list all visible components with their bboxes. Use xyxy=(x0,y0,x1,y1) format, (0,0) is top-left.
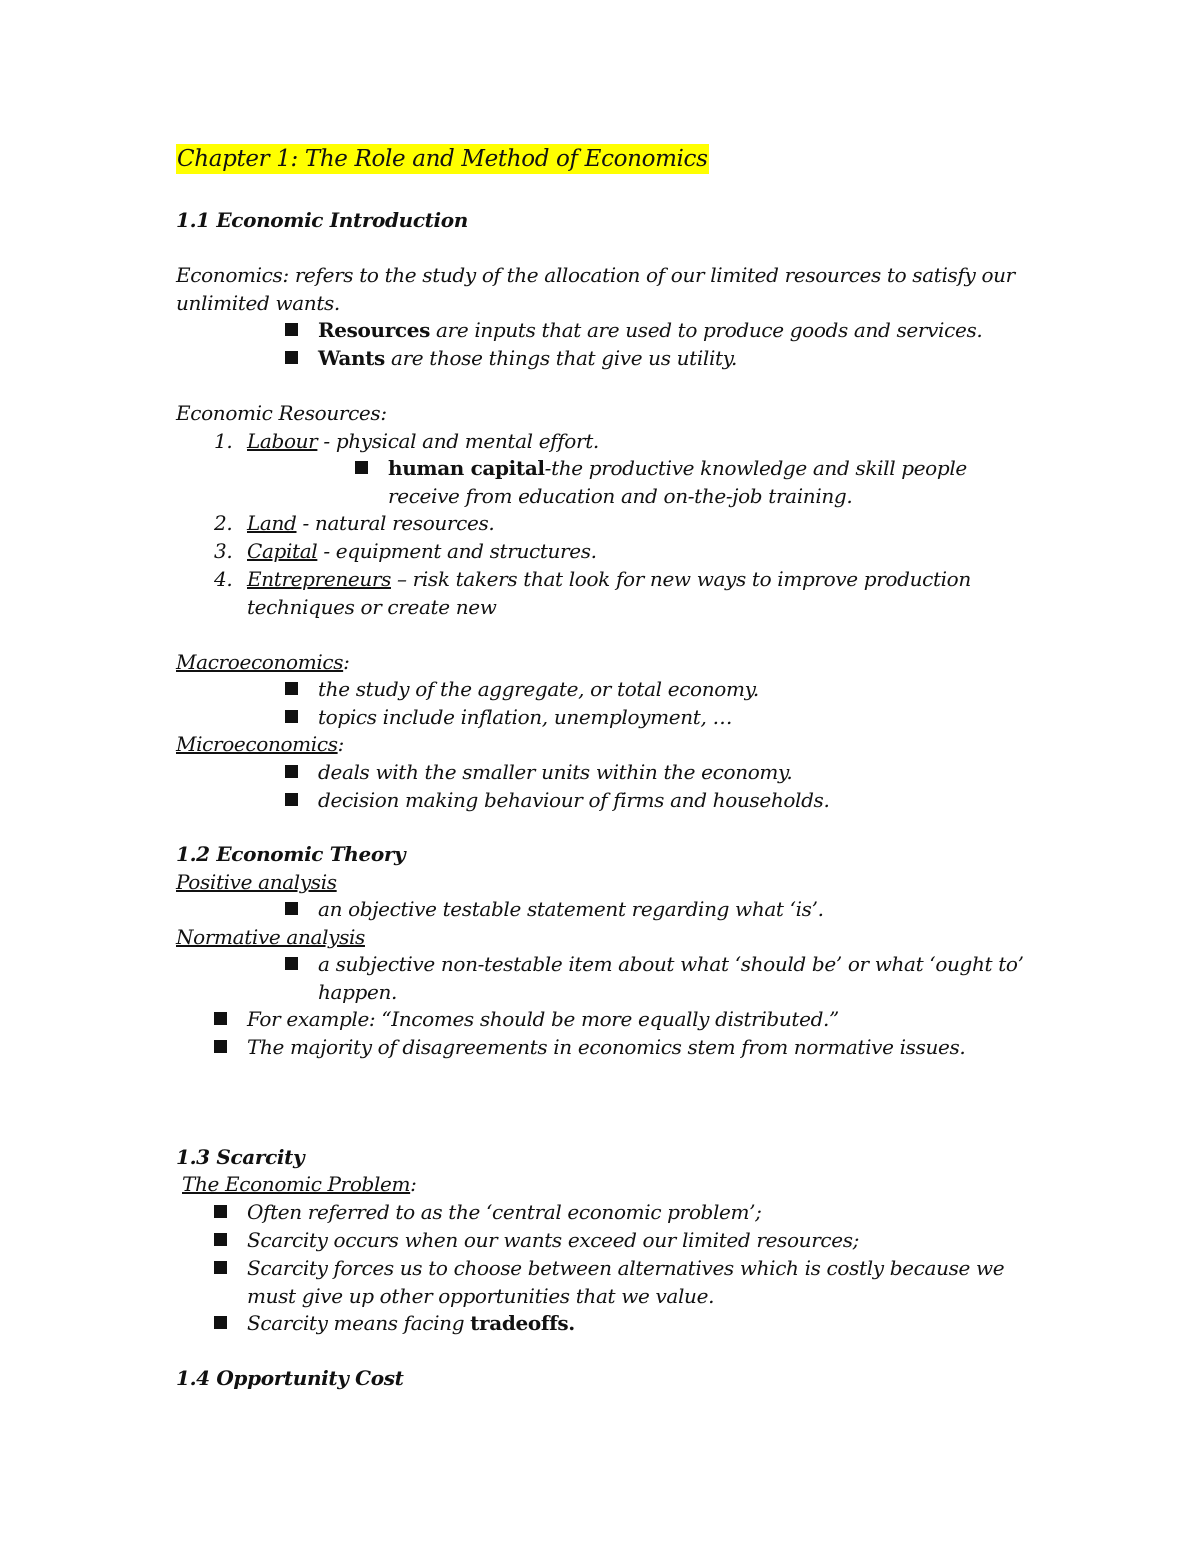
bullet-square-icon xyxy=(214,1205,227,1218)
economic-resources-label: Economic Resources: xyxy=(176,401,387,425)
human-capital-term: human capital xyxy=(388,456,545,480)
normative-analysis-label: Normative analysis xyxy=(176,925,365,949)
land-term: Land xyxy=(247,511,297,535)
bullet-square-icon xyxy=(214,1233,227,1246)
microeconomics-term: Microeconomics xyxy=(176,732,338,756)
human-capital-line-2: receive from education and on-the-job training. xyxy=(388,484,853,508)
bullet-square-icon xyxy=(285,793,298,806)
economic-problem-label xyxy=(182,1170,417,1198)
economic-problem-term: The Economic Problem xyxy=(182,1172,411,1196)
economic-problem-colon: : xyxy=(410,1172,417,1196)
list-number: 2. xyxy=(214,511,233,535)
positive-bullet-1: an objective testable statement regarding what ‘is’. xyxy=(318,897,824,921)
entrepreneurs-line-2: techniques or create new xyxy=(247,595,497,619)
entrepreneurs-term: Entrepreneurs xyxy=(247,567,391,591)
tradeoffs-lead-text: Scarcity means facing xyxy=(247,1311,471,1335)
human-capital-text: -the productive knowledge and skill people xyxy=(544,456,967,480)
capital-term: Capital xyxy=(247,539,318,563)
wants-text: are those things that give us utility. xyxy=(384,346,737,370)
scarcity-bullet-4 xyxy=(247,1309,575,1337)
example-bullet: For example: “Incomes should be more equally distributed.” xyxy=(247,1007,839,1031)
micro-bullet-2: decision making behaviour of firms and households. xyxy=(318,788,830,812)
bullet-square-icon xyxy=(355,461,368,474)
labour-term: Labour xyxy=(247,429,318,453)
resources-term: Resources xyxy=(318,318,431,342)
list-number: 4. xyxy=(214,567,233,591)
normative-bullet-1: a subjective non-testable item about what ‘should be’ or what ‘ought to’ xyxy=(318,952,1024,976)
section-heading-1-4: 1.4 Opportunity Cost xyxy=(176,1366,404,1390)
capital-text: - equipment and structures. xyxy=(317,539,597,563)
macroeconomics-colon: : xyxy=(343,650,350,674)
land-item xyxy=(247,509,494,537)
bullet-square-icon xyxy=(285,765,298,778)
bullet-square-icon xyxy=(285,351,298,364)
microeconomics-colon: : xyxy=(337,732,344,756)
bullet-square-icon xyxy=(285,323,298,336)
micro-bullet-1: deals with the smaller units within the economy. xyxy=(318,760,793,784)
labour-text: - physical and mental effort. xyxy=(317,429,599,453)
microeconomics-label xyxy=(176,730,344,758)
majority-bullet: The majority of disagreements in economics stem from normative issues. xyxy=(247,1035,966,1059)
list-number: 1. xyxy=(214,429,233,453)
economics-definition-line-1: Economics: refers to the study of the allocation of our limited resources to satisfy our xyxy=(176,263,1015,287)
labour-item xyxy=(247,427,599,455)
entrepreneurs-text: – risk takers that look for new ways to improve production xyxy=(391,567,971,591)
resources-bullet xyxy=(318,316,982,344)
bullet-square-icon xyxy=(214,1040,227,1053)
wants-bullet xyxy=(318,344,737,372)
bullet-square-icon xyxy=(285,682,298,695)
bullet-square-icon xyxy=(214,1316,227,1329)
human-capital-bullet xyxy=(388,454,967,482)
tradeoffs-term: tradeoffs. xyxy=(470,1311,575,1335)
bullet-square-icon xyxy=(285,710,298,723)
scarcity-bullet-3: Scarcity forces us to choose between alternatives which is costly because we xyxy=(247,1256,1005,1280)
bullet-square-icon xyxy=(214,1261,227,1274)
macro-bullet-1: the study of the aggregate, or total economy. xyxy=(318,677,759,701)
page-title: Chapter 1: The Role and Method of Economics xyxy=(177,146,708,172)
scarcity-bullet-2: Scarcity occurs when our wants exceed our limited resources; xyxy=(247,1228,860,1252)
section-heading-1-3: 1.3 Scarcity xyxy=(176,1145,305,1169)
entrepreneurs-item xyxy=(247,565,971,593)
scarcity-bullet-1: Often referred to as the ‘central economic problem’; xyxy=(247,1200,762,1224)
economics-definition-line-2: unlimited wants. xyxy=(176,291,340,315)
bullet-square-icon xyxy=(214,1012,227,1025)
section-heading-1-1: 1.1 Economic Introduction xyxy=(176,208,468,232)
wants-term: Wants xyxy=(318,346,385,370)
bullet-square-icon xyxy=(285,957,298,970)
land-text: - natural resources. xyxy=(296,511,495,535)
scarcity-bullet-3-line-2: must give up other opportunities that we value. xyxy=(247,1284,715,1308)
resources-text: are inputs that are used to produce goods and services. xyxy=(430,318,983,342)
section-heading-1-2: 1.2 Economic Theory xyxy=(176,842,406,866)
positive-analysis-label: Positive analysis xyxy=(176,870,337,894)
capital-item xyxy=(247,537,597,565)
list-number: 3. xyxy=(214,539,233,563)
macroeconomics-label xyxy=(176,648,350,676)
normative-bullet-1-line-2: happen. xyxy=(318,980,398,1004)
bullet-square-icon xyxy=(285,902,298,915)
macroeconomics-term: Macroeconomics xyxy=(176,650,344,674)
macro-bullet-2: topics include inflation, unemployment, … xyxy=(318,705,733,729)
